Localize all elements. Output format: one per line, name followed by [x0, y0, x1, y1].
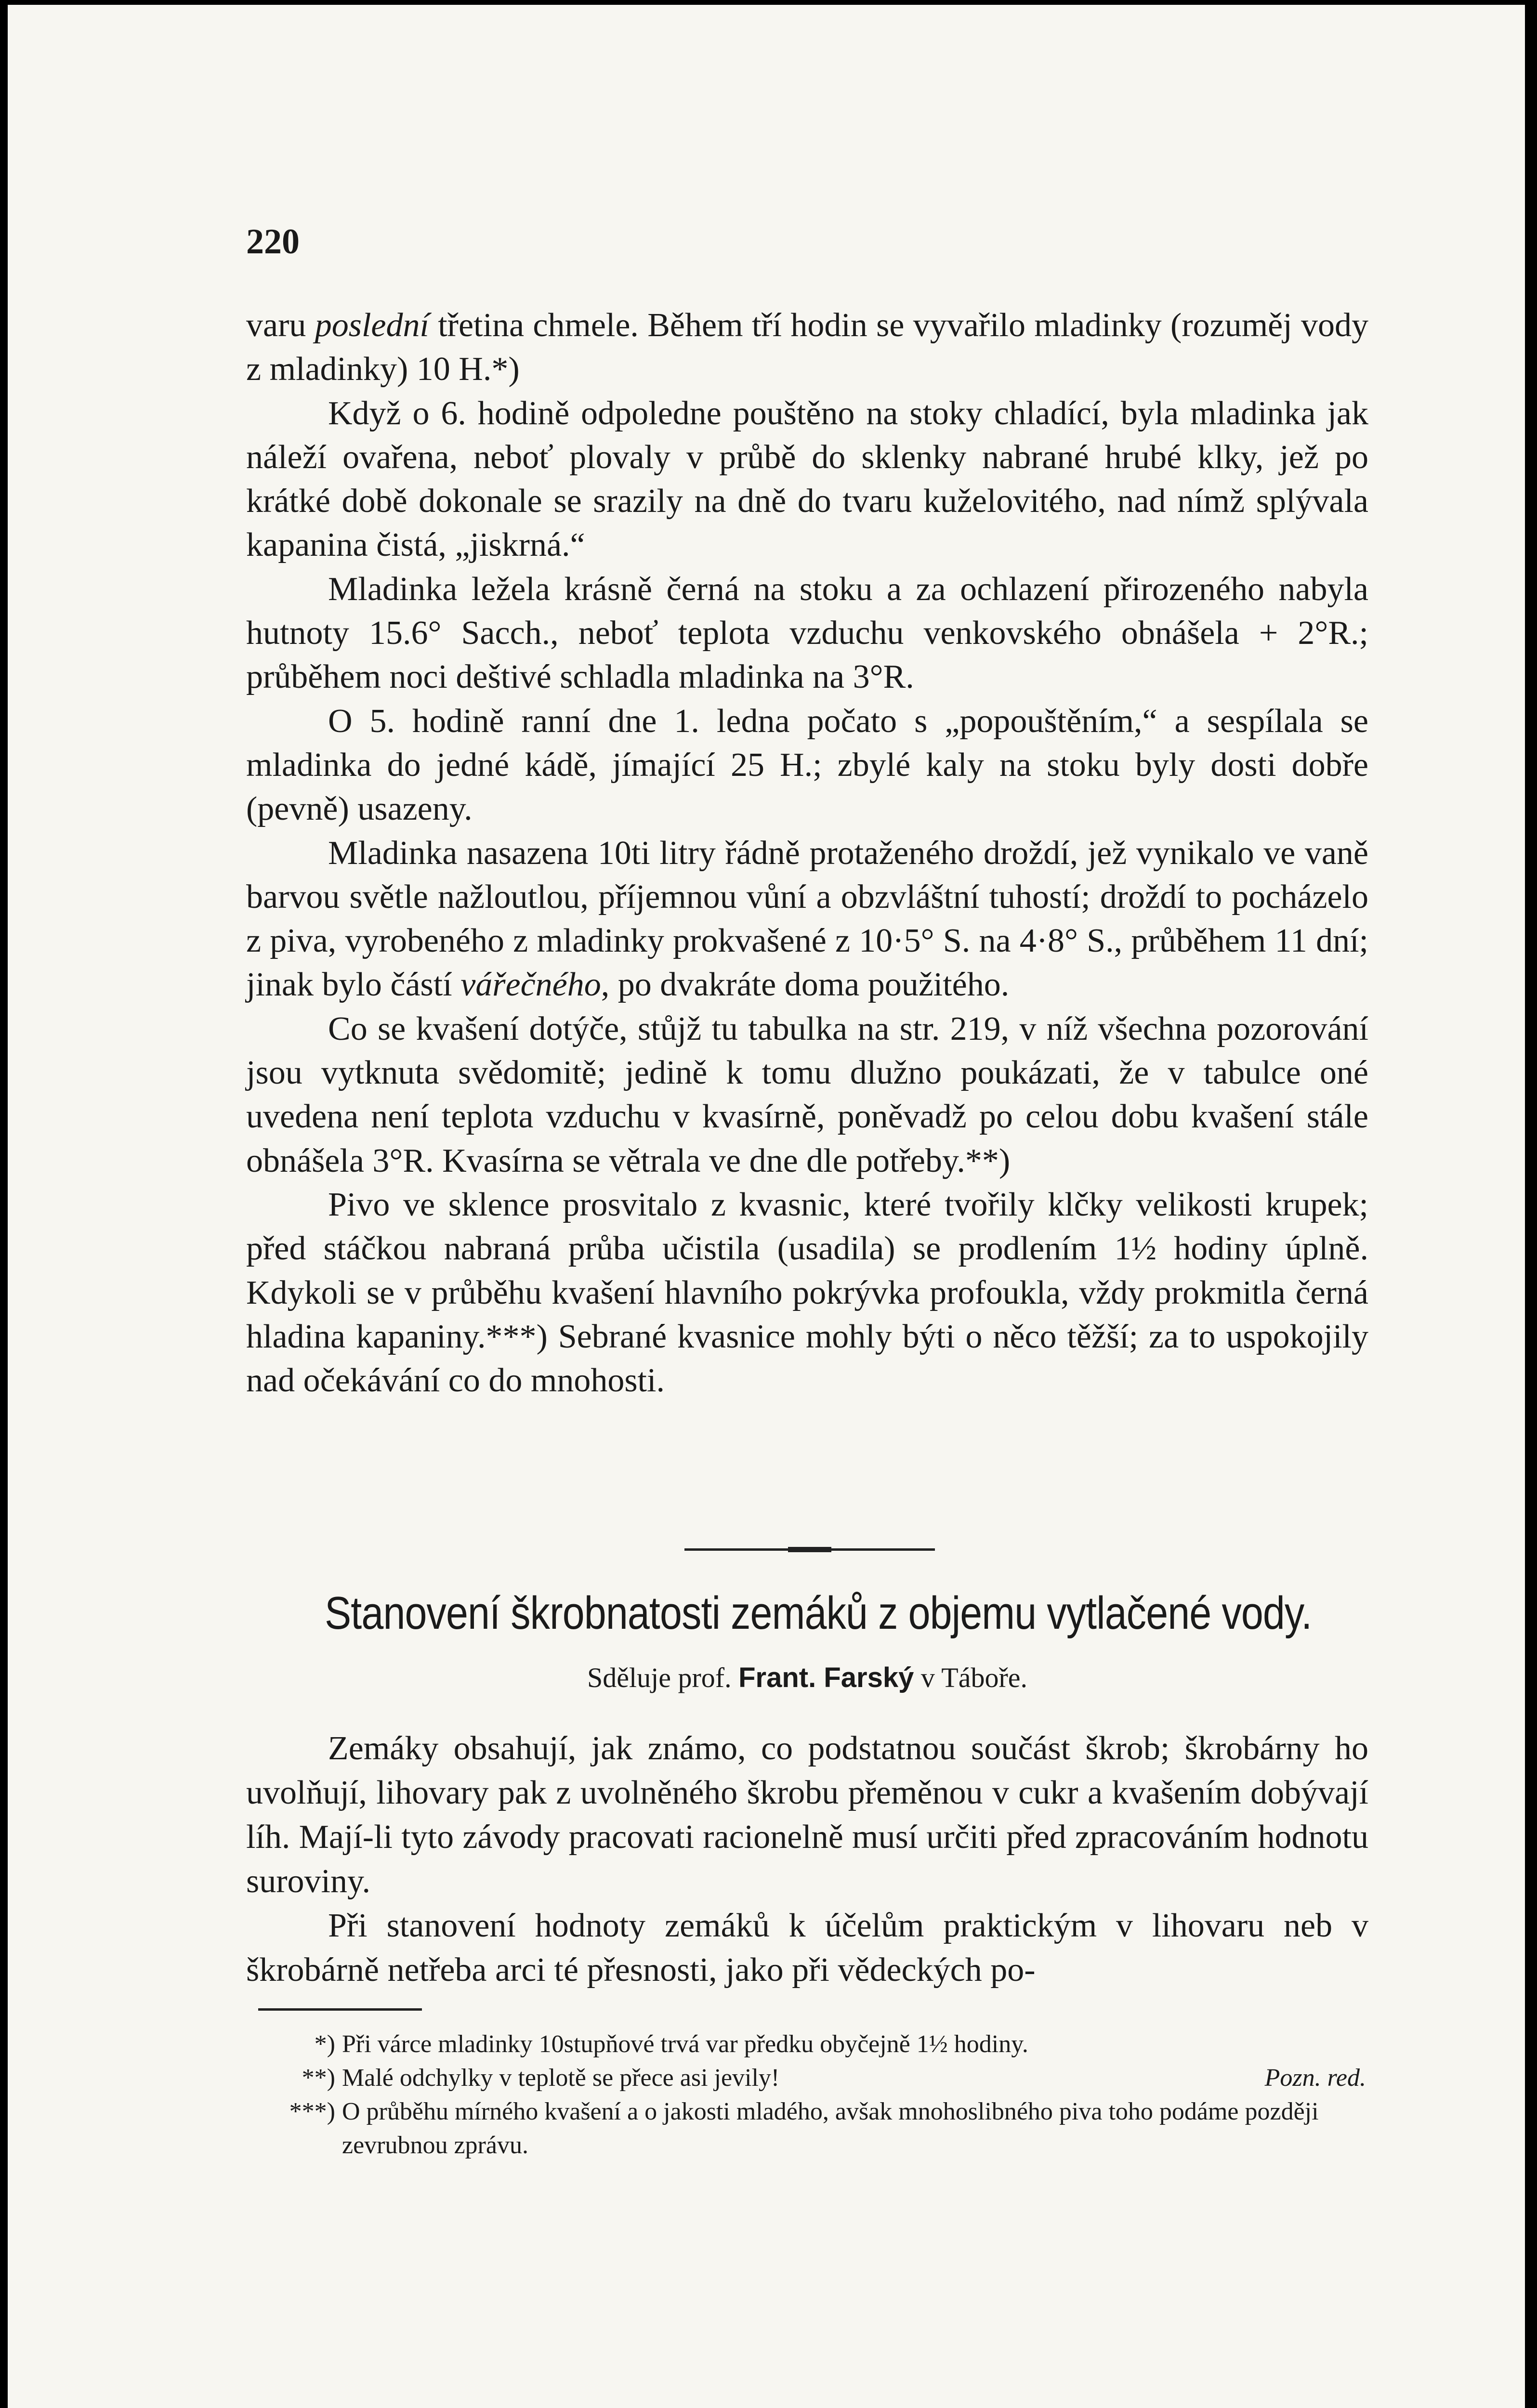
- byline: Sděluje prof. Frant. Farský v Táboře.: [587, 1662, 1028, 1693]
- footnote-text: O průběhu mírného kvašení a o jakosti mladého, avšak mnohoslibného piva toho podáme později zevrubnou zprávu.: [342, 2098, 1319, 2159]
- article-title: Stanovení škrobnatosti zemáků z objemu vytlačené vody.: [325, 1587, 1312, 1639]
- article-paragraph-2: Při stanovení hodnoty zemáků k účelům praktickým v lihovaru neb v škrobárně netřeba arci té přesnosti, jako při vědeckých po-: [246, 1907, 1368, 1989]
- footnote-text: Malé odchylky v teplotě se přece asi jevily!: [342, 2064, 780, 2092]
- paragraph-6: Co se kvašení dotýče, stůjž tu tabulka na str. 219, v níž všechna pozorování jsou vytknuta svědomitě; jedině k tomu dlužno poukázati, že v tabulce oné uvedena není teplota vzduchu v kvasírně, poněvadž po celou dobu kvašení stále obnášela 3°R. Kvasírna se větrala ve dne dle potřeby.**): [246, 1010, 1368, 1179]
- paragraph-3: Mladinka ležela krásně černá na stoku a za ochlazení přirozeného nabyla hutnoty 15.6° Sacch., neboť teplota vzduchu venkovského obnášela + 2°R.; průběhem noci deštivé schladla mladinka na 3°R.: [246, 570, 1368, 696]
- page: [8, 5, 1525, 2408]
- emphasis-varecneho: vářečného: [460, 966, 601, 1004]
- footnote: [277, 2095, 1366, 2162]
- paragraph-4: O 5. hodině ranní dne 1. ledna počato s „popouštěním,“ a sespílala se mladinka do jedné kádě, jímající 25 H.; zbylé kaly na stoku byly dosti dobře (pevně) usazeny.: [246, 702, 1368, 828]
- page-number: 220: [246, 222, 300, 262]
- article-body: [246, 1727, 1368, 1992]
- section-divider: [684, 1548, 935, 1551]
- footnote-text: Při várce mladinky 10stupňové trvá var předku obyčejně 1½ hodiny.: [342, 2030, 1028, 2058]
- footnote: [277, 2028, 1366, 2061]
- paragraph-2: Když o 6. hodině odpoledne pouštěno na stoky chladící, byla mladinka jak náleží ovařena, neboť plovaly v průbě do sklenky nabrané hrubé klky, jež po krátké době dokonale se srazily na dně do tvaru kuželovitého, nad nímž splývala kapanina čistá, „jiskrná.“: [246, 394, 1368, 564]
- editor-note: Pozn. red.: [1264, 2064, 1366, 2092]
- footnote-divider: [258, 2008, 422, 2011]
- body-text: [246, 303, 1368, 1402]
- footnotes: [277, 2028, 1366, 2162]
- paragraph-5: Mladinka nasazena 10ti litry řádně protaženého droždí, jež vynikalo ve vaně barvou světle nažloutlou, příjemnou vůní a obzvláštní tuhostí; droždí to pocházelo z piva, vyrobeného z mladinky prokvašené z 10·5° S. na 4·8° S., průběhem 11 dní; jinak bylo částí vářečného, po dvakráte doma použitého.: [246, 834, 1368, 1004]
- footnote-mark: *): [314, 2030, 335, 2058]
- article-paragraph-1: Zemáky obsahují, jak známo, co podstatnou součást škrob; škrobárny ho uvolňují, lihovary pak z uvolněného škrobu přeměnou v cukr a kvašením dobývají líh. Mají-li tyto závody pracovati racionelně musí určiti před zpracováním hodnotu suroviny.: [246, 1730, 1368, 1900]
- footnote-mark: **): [302, 2064, 335, 2092]
- emphasis-posledni: poslední: [315, 307, 429, 344]
- paragraph-1: varu poslední třetina chmele. Během tří hodin se vyvařilo mladinky (rozuměj vody z mladinky) 10 H.*): [246, 307, 1368, 388]
- footnote-mark: ***): [289, 2098, 335, 2125]
- footnote: [277, 2061, 1366, 2095]
- author-name: Frant. Farský: [738, 1662, 914, 1693]
- paragraph-7: Pivo ve sklence prosvitalo z kvasnic, které tvořily klčky velikosti krupek; před stáčkou nabraná průba učistila (usadila) se prodlením 1½ hodiny úplně. Kdykoli se v průběhu kvašení hlavního pokrývka profoukla, vždy prokmitla černá hladina kapaniny.***) Sebrané kvasnice mohly býti o něco těžší; za to uspokojily nad očekávání co do mnohosti.: [246, 1186, 1368, 1400]
